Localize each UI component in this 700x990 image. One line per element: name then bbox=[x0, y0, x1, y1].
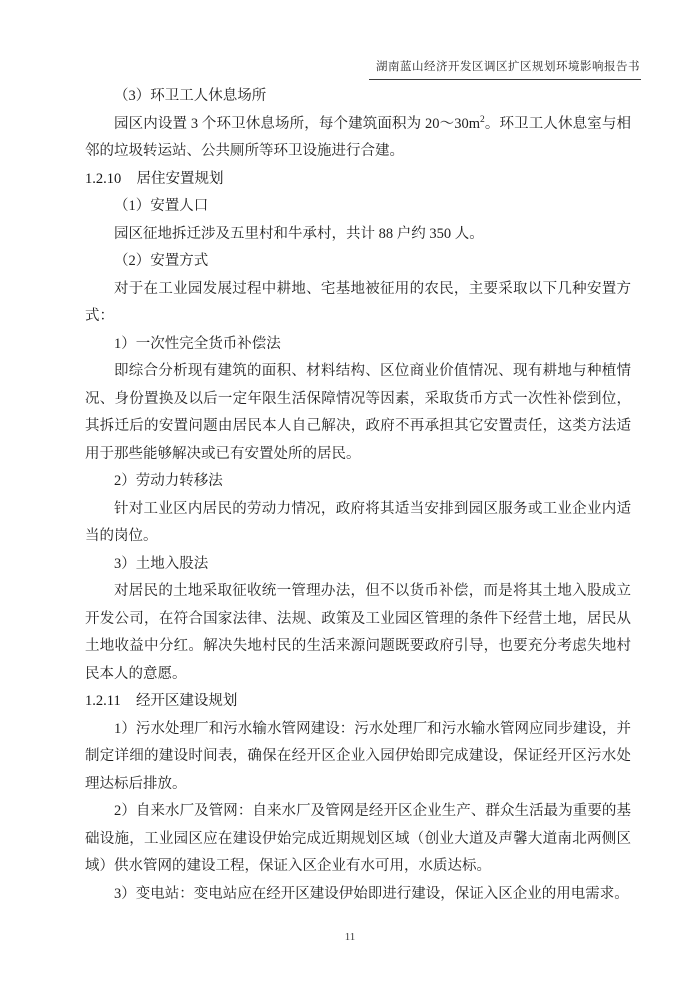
sub-heading-resettle-population: （1）安置人口 bbox=[114, 198, 209, 214]
page-number: 11 bbox=[344, 931, 356, 943]
section-number: 1.2.10 bbox=[85, 170, 122, 187]
paragraph-method-2: 针对工业区内居民的劳动力情况，政府将其适当安排到园区服务或工业企业内适当的岗位。 bbox=[85, 500, 631, 544]
sub-heading-method-3: 3）土地入股法 bbox=[114, 555, 209, 572]
paragraph-text-pre: 园区内设置 3 个环卫休息场所，每个建筑面积为 20～30m bbox=[114, 115, 481, 132]
page-header bbox=[0, 57, 641, 80]
superscript-square-meter: 2 bbox=[480, 114, 485, 125]
paragraph-sanitation-rest bbox=[85, 111, 631, 166]
sub-heading-method-2: 2）劳动力转移法 bbox=[114, 473, 223, 489]
section-title: 居住安置规划 bbox=[136, 170, 224, 187]
section-title: 经开区建设规划 bbox=[135, 693, 238, 709]
paragraph-method-1: 即综合分析现有建筑的面积、材料结构、区位商业价值情况、现有耕地与种植情况、身份置换及以后一定年限生活保障情况等因素，采取货币方式一次性补偿到位，其拆迁后的安置问题由居民本人自己解决，政府不再承担其它安置责任，这类方法适用于那些能够解决或已有安置处所的居民。 bbox=[85, 363, 631, 462]
running-header-title: 湖南蓝山经济开发区调区扩区规划环境影响报告书 bbox=[369, 60, 641, 80]
paragraph-water-plant: 2）自来水厂及管网：自来水厂及管网是经开区企业生产、群众生活最为重要的基础设施，工业园区应在建设伊始完成近期规划区域（创业大道及声馨大道南北两侧区域）供水管网的建设工程，保证入区企业有水可用，水质达标。 bbox=[85, 803, 631, 874]
paragraph-method-3: 对居民的土地采取征收统一管理办法，但不以货币补偿，而是将其土地入股成立开发公司，在符合国家法律、法规、政策及工业园区管理的条件下经营土地，居民从土地收益中分红。解决失地村民的生活来源问题既要政府引导，也要充分考虑失地村民本人的意愿。 bbox=[85, 583, 631, 682]
page-footer bbox=[0, 931, 700, 943]
paragraph-resettle-methods-intro: 对于在工业园发展过程中耕地、宅基地被征用的农民，主要采取以下几种安置方式： bbox=[85, 280, 631, 324]
document-body bbox=[85, 83, 631, 908]
sub-heading-resettle-methods: （2）安置方式 bbox=[114, 253, 209, 269]
paragraph-resettle-population: 园区征地拆迁涉及五里村和牛承村，共计 88 户约 350 人。 bbox=[114, 225, 484, 242]
section-heading-1-2-10 bbox=[85, 166, 631, 194]
paragraph-text-post: 。环卫工人休息室与相邻的垃圾转运站、公共厕所等环卫设施进行合建。 bbox=[85, 115, 632, 159]
sub-heading-sanitation-rest: （3）环卫工人休息场所 bbox=[114, 88, 267, 104]
section-heading-1-2-11 bbox=[85, 688, 631, 716]
paragraph-substation: 3）变电站：变电站应在经开区建设伊始即进行建设，保证入区企业的用电需求。 bbox=[114, 885, 629, 902]
section-number: 1.2.11 bbox=[85, 693, 121, 709]
sub-heading-method-1: 1）一次性完全货币补偿法 bbox=[114, 335, 281, 352]
paragraph-sewage-plant: 1）污水处理厂和污水输水管网建设：污水处理厂和污水输水管网应同步建设，并制定详细的建设时间表，确保在经开区企业入园伊始即完成建设，保证经开区污水处理达标后排放。 bbox=[85, 720, 631, 792]
